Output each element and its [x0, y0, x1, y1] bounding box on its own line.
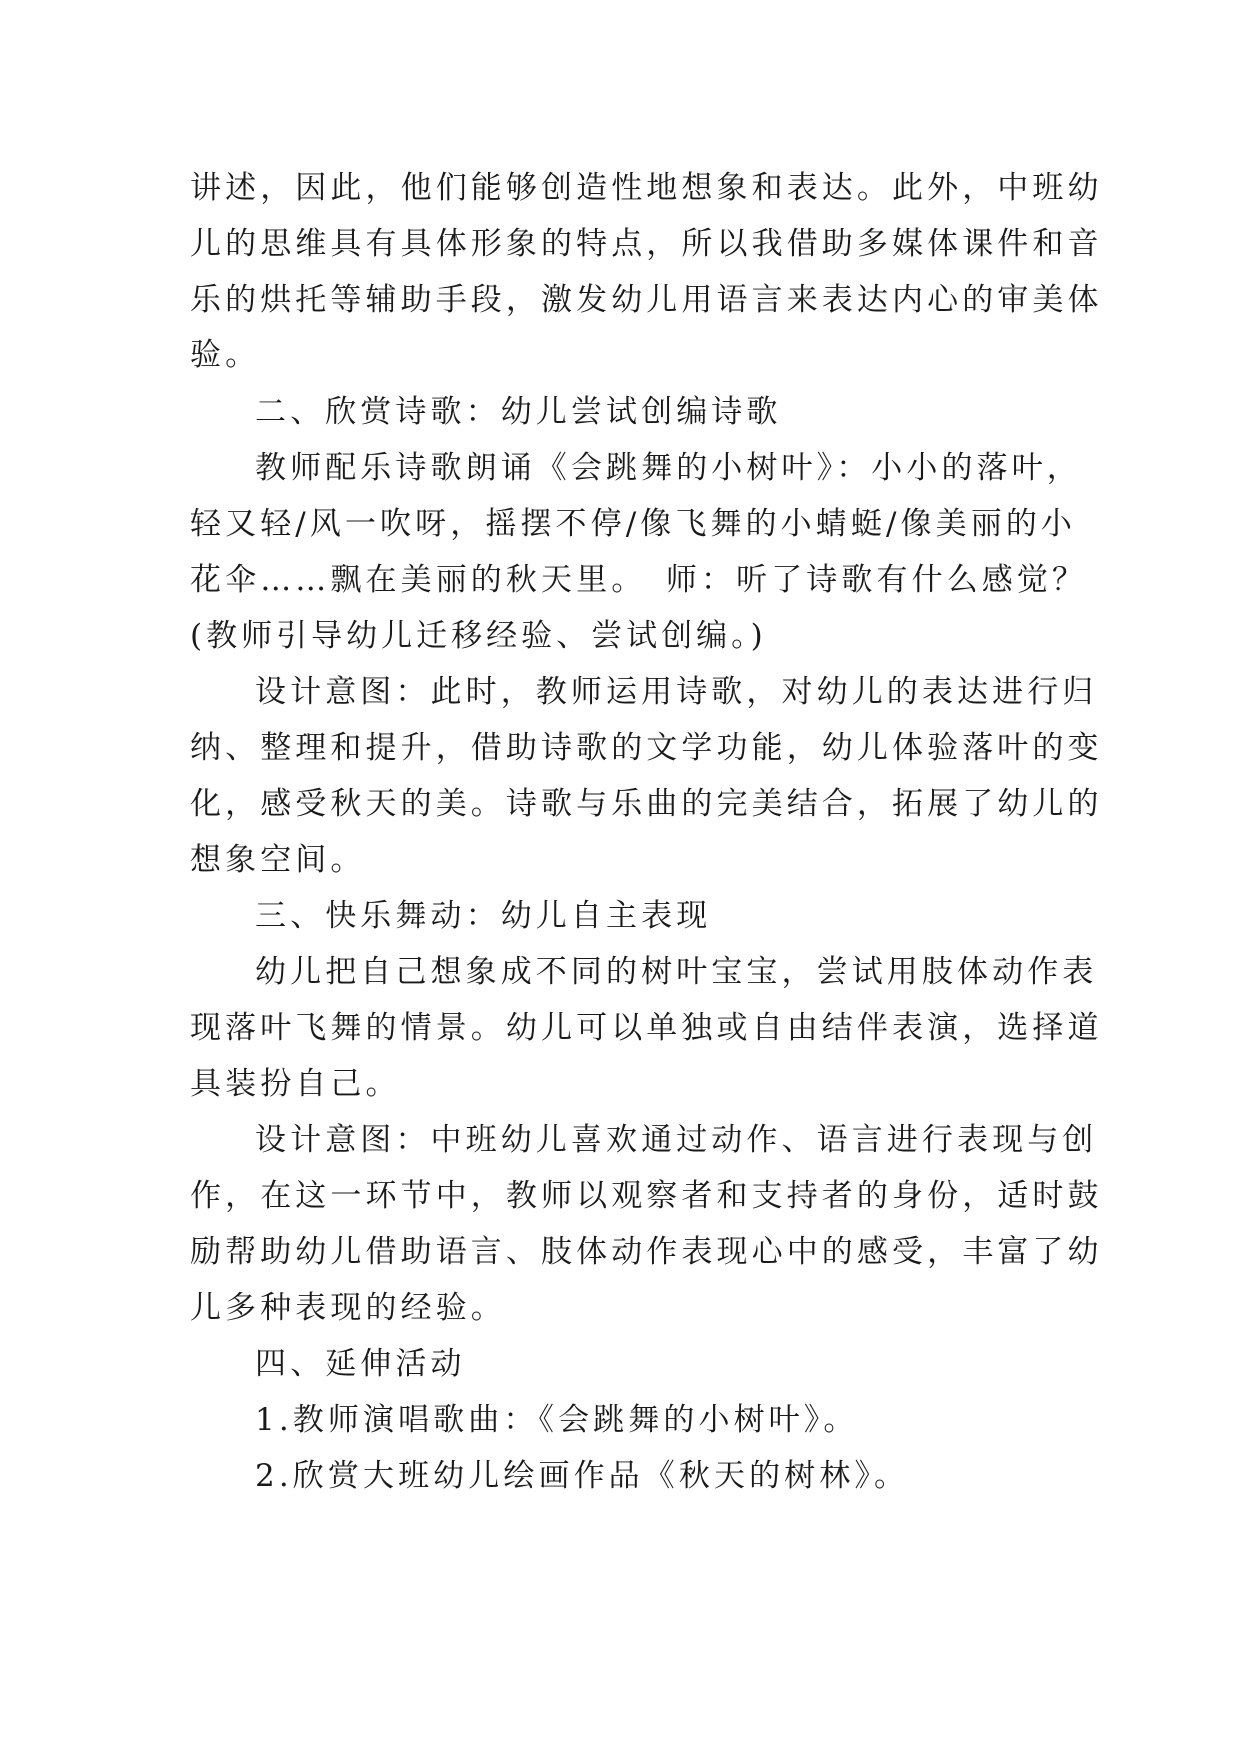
paragraph-line: 教师配乐诗歌朗诵《会跳舞的小树叶》：小小的落叶， [255, 450, 1082, 486]
paragraph-line: 设计意图：此时，教师运用诗歌，对幼儿的表达进行归 [255, 674, 1098, 710]
section-heading: 四、延伸活动 [255, 1346, 466, 1382]
list-item: 1.教师演唱歌曲：《会跳舞的小树叶》。 [255, 1402, 859, 1438]
paragraph-line: 纳、整理和提升，借助诗歌的文学功能，幼儿体验落叶的变 [190, 730, 1103, 766]
paragraph-line: 现落叶飞舞的情景。幼儿可以单独或自由结伴表演，选择道 [190, 1010, 1103, 1046]
paragraph-line: 励帮助幼儿借助语言、肢体动作表现心中的感受，丰富了幼 [190, 1234, 1103, 1270]
paragraph-line: (教师引导幼儿迁移经验、尝试创编。) [190, 618, 767, 654]
paragraph-line: 设计意图：中班幼儿喜欢通过动作、语言进行表现与创 [255, 1122, 1098, 1158]
paragraph-line: 花伞……飘在美丽的秋天里。 师：听了诗歌有什么感觉？ [190, 562, 1088, 598]
section-heading: 二、欣赏诗歌：幼儿尝试创编诗歌 [255, 394, 782, 430]
paragraph-line: 作，在这一环节中，教师以观察者和支持者的身份，适时鼓 [190, 1178, 1103, 1214]
paragraph-line: 儿多种表现的经验。 [190, 1290, 506, 1326]
paragraph-line: 验。 [190, 337, 261, 373]
paragraph-line: 儿的思维具有具体形象的特点，所以我借助多媒体课件和音 [190, 226, 1103, 262]
paragraph-line: 幼儿把自己想象成不同的树叶宝宝，尝试用肢体动作表 [255, 954, 1098, 990]
paragraph-line: 轻又轻/风一吹呀，摇摆不停/像飞舞的小蜻蜓/像美丽的小 [190, 506, 1077, 542]
paragraph-line: 化，感受秋天的美。诗歌与乐曲的完美结合，拓展了幼儿的 [190, 786, 1103, 822]
section-heading: 三、快乐舞动：幼儿自主表现 [255, 898, 712, 934]
paragraph-line: 想象空间。 [190, 842, 366, 878]
paragraph-line: 具装扮自己。 [190, 1066, 401, 1102]
paragraph-line: 乐的烘托等辅助手段，激发幼儿用语言来表达内心的审美体 [190, 282, 1103, 318]
list-item: 2.欣赏大班幼儿绘画作品《秋天的树林》。 [255, 1458, 910, 1494]
paragraph-line: 讲述，因此，他们能够创造性地想象和表达。此外，中班幼 [190, 170, 1103, 206]
